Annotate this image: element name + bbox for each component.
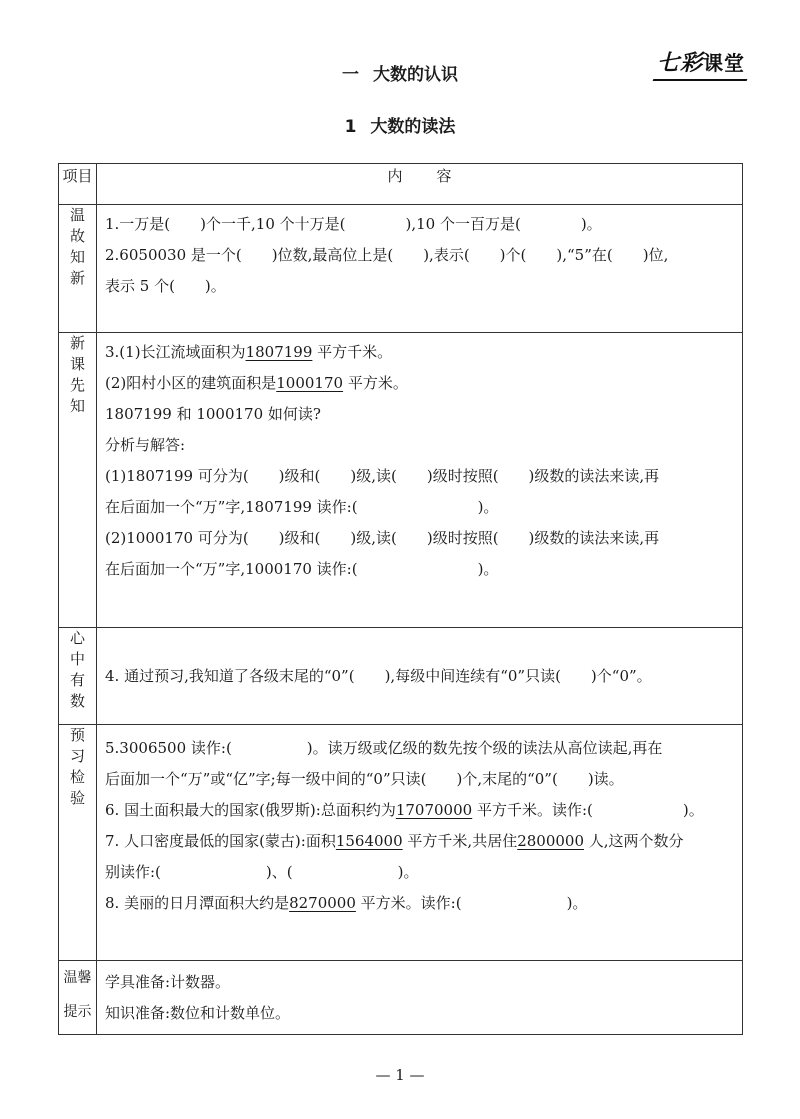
tips-label	[59, 961, 97, 1035]
header-label-cell: 项目	[59, 164, 97, 205]
heart-label: 心 中 有 数	[59, 628, 97, 725]
tips-row	[59, 961, 743, 1035]
review-line-2: 2.6050030 是一个( )位数,最高位上是( ),表示( )个( ),“5”在( )位,	[105, 246, 669, 264]
chapter-title	[0, 60, 800, 85]
brand-rest: 课堂	[703, 51, 745, 75]
header-content-b: 容	[436, 167, 452, 185]
new-line-6: 在后面加一个“万”字,1000170 读作:( )。	[105, 560, 499, 578]
preview-content	[97, 725, 743, 961]
question-5-line-1: 5.3006500 读作:( )。读万级或亿级的数先按个级的读法从高位读起,再在	[105, 739, 663, 757]
lesson-number: 1	[344, 117, 357, 137]
heart-row	[59, 628, 743, 725]
tips-label-row: 提示	[63, 1004, 92, 1020]
new-line-2: 分析与解答:	[105, 436, 186, 454]
review-content	[97, 205, 743, 333]
new-lesson-row	[59, 333, 743, 628]
tip-line-2: 知识准备:数位和计数单位。	[105, 1003, 291, 1022]
review-line-1: 1.一万是( )个一千,10 个十万是( ),10 个一百万是( )。	[105, 215, 602, 233]
page-number: — 1 —	[375, 1066, 425, 1084]
review-row	[59, 205, 743, 333]
new-line-3: (1)1807199 可分为( )级和( )级,读( )级时按照( )级数的读法来读,再	[105, 467, 660, 485]
preview-label: 预 习 检 验	[59, 725, 97, 961]
question-5-line-2: 后面加一个“万”或“亿”字;每一级中间的“0”只读( )个,末尾的“0”( )读。	[105, 770, 624, 788]
question-7-line-2: 别读作:( )、( )。	[105, 863, 419, 881]
tips-content	[97, 961, 743, 1035]
tip-line-1: 学具准备:计数器。	[105, 972, 231, 991]
chapter-number: 一	[342, 65, 359, 85]
worksheet-table	[58, 163, 743, 1035]
header-content-a: 内	[387, 167, 403, 185]
chapter-name: 大数的认识	[373, 65, 458, 85]
question-8: 8. 美丽的日月潭面积大约是8270000 平方米。读作:( )。	[105, 894, 588, 912]
preview-row	[59, 725, 743, 961]
header-content-cell	[97, 164, 743, 205]
question-3-2: (2)阳村小区的建筑面积是1000170 平方米。	[105, 374, 408, 392]
new-line-5: (2)1000170 可分为( )级和( )级,读( )级时按照( )级数的读法来读,再	[105, 529, 660, 547]
heart-content	[97, 628, 743, 725]
question-7-line-1: 7. 人口密度最低的国家(蒙古):面积1564000 平方千米,共居住2800000 人,这两个数分	[105, 832, 684, 850]
tips-label-row: 温馨	[63, 970, 92, 986]
table-header-row	[59, 164, 743, 205]
question-6: 6. 国土面积最大的国家(俄罗斯):总面积约为17070000 平方千米。读作:( )。	[105, 801, 704, 819]
question-4: 4. 通过预习,我知道了各级末尾的“0”( ),每级中间连续有“0”只读( )个“0”。	[105, 666, 652, 685]
question-3-1: 3.(1)长江流域面积为1807199 平方千米。	[105, 343, 393, 361]
new-lesson-content	[97, 333, 743, 628]
new-lesson-label: 新 课 先 知	[59, 333, 97, 628]
review-line-3: 表示 5 个( )。	[105, 277, 226, 295]
lesson-name: 大数的读法	[370, 117, 456, 137]
brand-script: 七彩	[656, 51, 703, 76]
new-line-1: 1807199 和 1000170 如何读?	[105, 405, 321, 423]
review-label: 温 故 知 新	[59, 205, 97, 333]
new-line-4: 在后面加一个“万”字,1807199 读作:( )。	[105, 498, 499, 516]
lesson-title	[0, 112, 800, 137]
